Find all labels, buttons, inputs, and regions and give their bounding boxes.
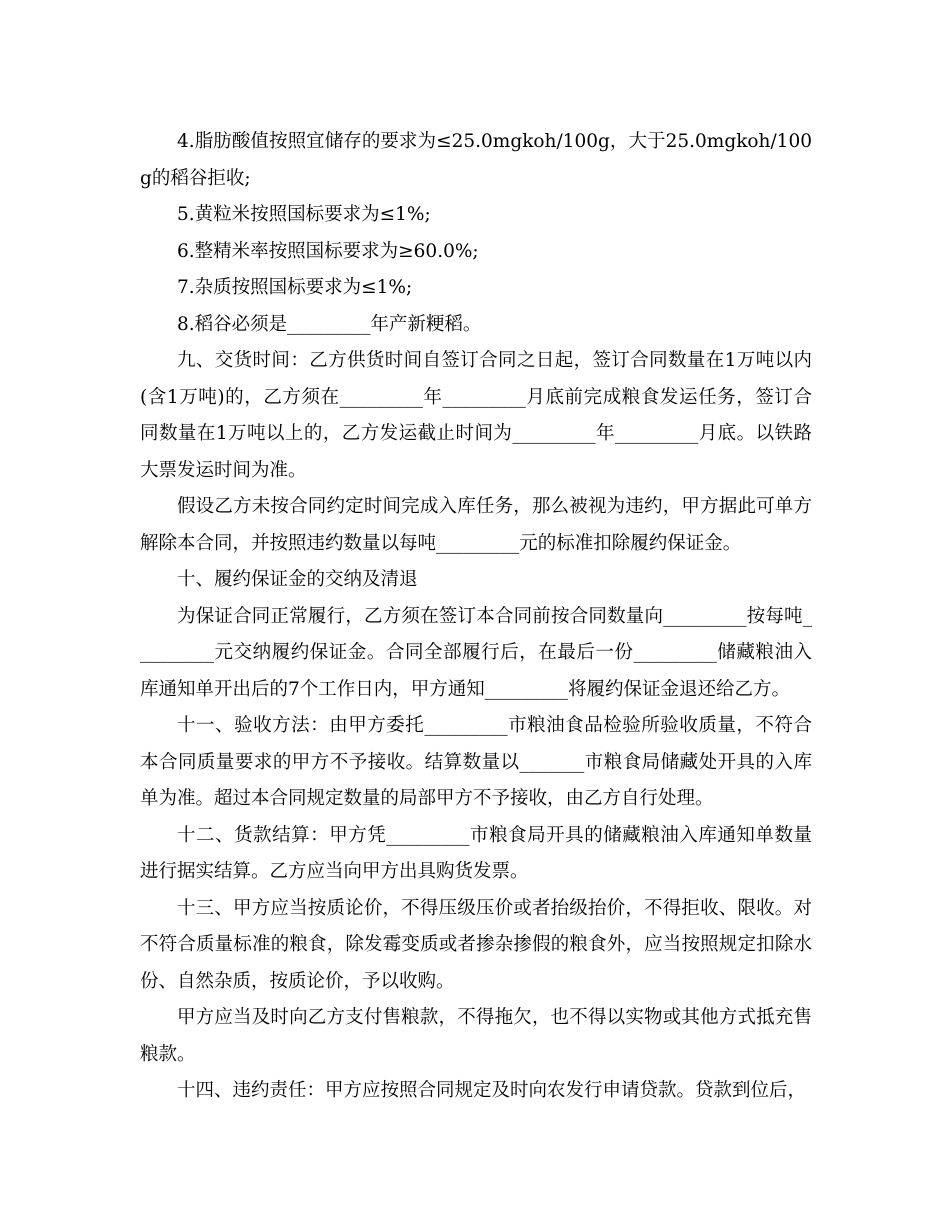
clause-pricing: 十三、甲方应当按质论价，不得压级压价或者抬级抬价，不得拒收、限收。对不符合质量标准的粮食，除发霉变质或者掺杂掺假的粮食外，应当按照规定扣除水份、自然杂质，按质论价，予以收购。 (140, 897, 812, 992)
document-body (140, 124, 812, 1110)
clause-new-rice: 8.稻谷必须是_________年产新粳稻。 (177, 313, 482, 335)
clause-impurities: 7.杂质按照国标要求为≤1%; (177, 277, 413, 298)
clause-payment: 甲方应当及时向乙方支付售粮款，不得拖欠，也不得以实物或其他方式抵充售粮款。 (140, 1007, 812, 1065)
clause-acceptance: 十一、验收方法：由甲方委托_________市粮油食品检验所验收质量，不符合本合同质量要求的甲方不予接收。结算数量以_______市粮食局储藏处开具的入库单为准。超过本合同规定数量的局部甲方不予接收，由乙方自行处理。 (140, 715, 812, 809)
clause-delivery-time: 九、交货时间：乙方供货时间自签订合同之日起，签订合同数量在1万吨以内(含1万吨)的，乙方须在_________年_________月底前完成粮食发运任务，签订合同数量在1万吨以上的，乙方发运截止时间为_________年_________月底。以铁路大票发运时间为准。 (140, 350, 812, 481)
clause-yellow-rice: 5.黄粒米按照国标要求为≤1%; (177, 204, 431, 225)
clause-head-rice-rate: 6.整精米率按照国标要求为≥60.0%; (177, 240, 479, 262)
clause-fatty-acid: 4.脂肪酸值按照宜储存的要求为≤25.0mgkoh/100g，大于25.0mgkoh/100g的稻谷拒收; (140, 131, 812, 189)
clause-settlement: 十二、货款结算：甲方凭_________市粮食局开具的储藏粮油入库通知单数量进行据实结算。乙方应当向甲方出具购货发票。 (140, 824, 812, 882)
clause-delivery-breach: 假设乙方未按合同约定时间完成入库任务，那么被视为违约，甲方据此可单方解除本合同，并按照违约数量以每吨_________元的标准扣除履约保证金。 (140, 496, 812, 554)
clause-liability: 十四、违约责任：甲方应按照合同规定及时向农发行申请贷款。贷款到位后， (177, 1080, 807, 1101)
clause-deposit-heading: 十、履约保证金的交纳及清退 (177, 569, 418, 590)
clause-deposit: 为保证合同正常履行，乙方须在签订本合同前按合同数量向_________按每吨_________元交纳履约保证金。合同全部履行后，在最后一份_________储藏粮油入库通知单开出后的7个工作日内，甲方通知_________将履约保证金退还给乙方。 (140, 605, 812, 700)
